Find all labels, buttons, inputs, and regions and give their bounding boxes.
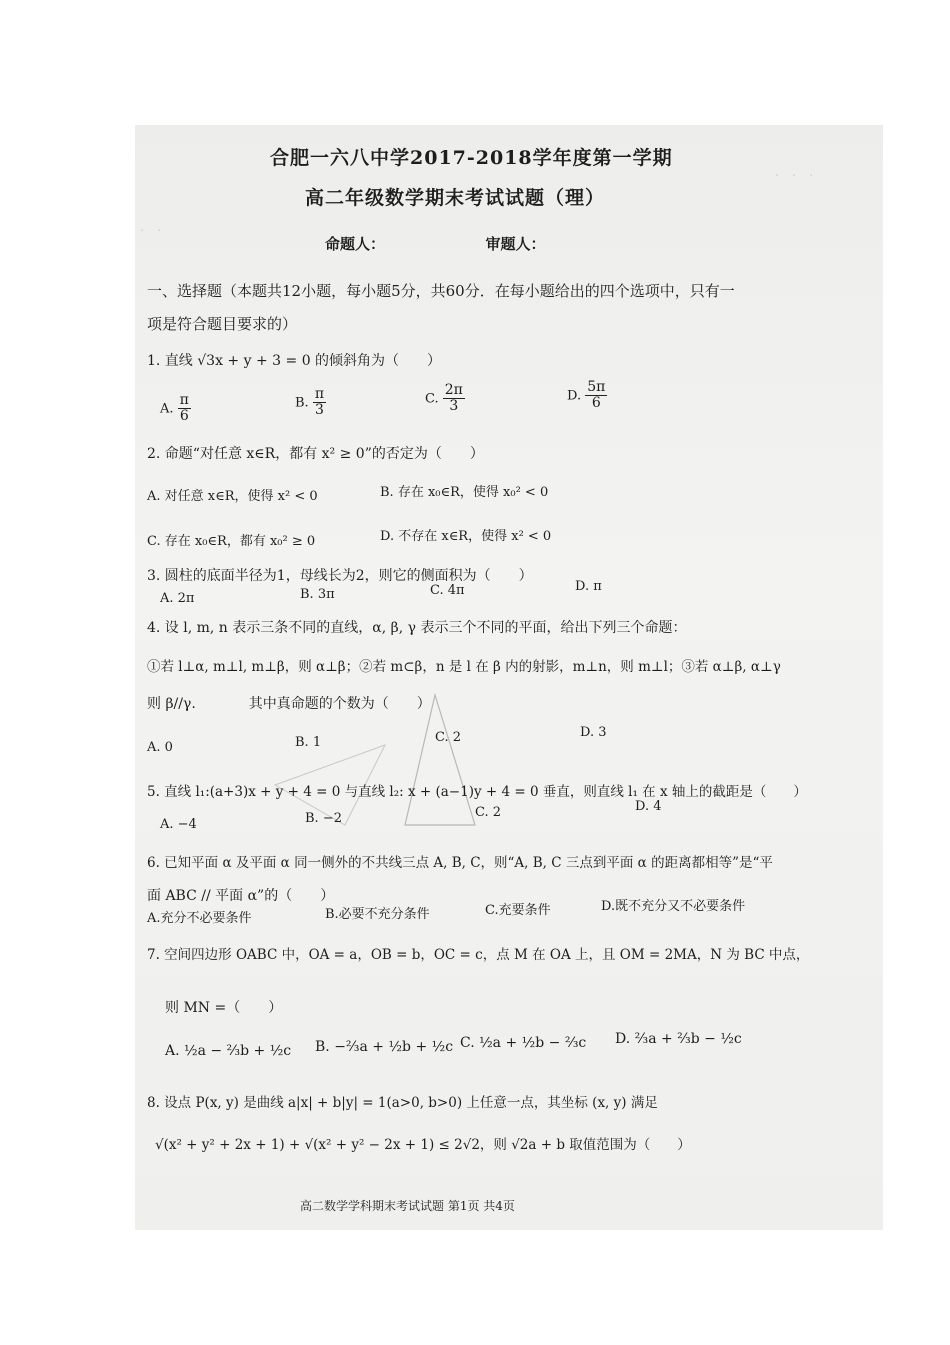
- question-2-option-b: B. 存在 x₀∈R，使得 x₀² < 0: [380, 485, 549, 500]
- section-heading-line1: 一、选择题（本题共12小题，每小题5分，共60分．在每小题给出的四个选项中，只有一: [147, 282, 735, 300]
- question-3-option-b: B. 3π: [300, 587, 335, 602]
- page-footer: 高二数学学科期末考试试题 第1页 共4页: [300, 1199, 515, 1213]
- question-6-option-b: B.必要不充分条件: [325, 907, 430, 922]
- question-3-option-d: D. π: [575, 579, 602, 594]
- question-6-line2: 面 ABC // 平面 α”的（ ）: [147, 888, 335, 904]
- question-4-option-c: C. 2: [435, 730, 462, 745]
- question-5-option-c: C. 2: [475, 805, 502, 820]
- question-6-stem: 6. 已知平面 α 及平面 α 同一侧外的不共线三点 A, B, C，则“A, B, C 三点到平面 α 的距离都相等”是“平: [147, 855, 773, 871]
- question-1-option-c: C. $\frac{2\pi}{3}$: [425, 382, 463, 415]
- question-4-line3-suffix: 其中真命题的个数为（ ）: [248, 696, 431, 712]
- question-7-option-d: D. ⅔a + ⅔b − ½c: [615, 1031, 742, 1047]
- section-heading-line2: 项是符合题目要求的）: [147, 315, 298, 333]
- question-2-option-d: D. 不存在 x∈R，使得 x² < 0: [380, 529, 552, 544]
- question-3-option-c: C. 4π: [430, 583, 465, 598]
- question-6-option-d: D.既不充分又不必要条件: [601, 899, 746, 914]
- question-2-option-a: A. 对任意 x∈R，使得 x² < 0: [147, 489, 318, 504]
- question-4-option-d: D. 3: [580, 725, 607, 740]
- fraction: $\frac{5\pi}{6}$: [587, 379, 606, 412]
- question-2-option-c: C. 存在 x₀∈R，都有 x₀² ≥ 0: [147, 534, 316, 549]
- question-8-stem: 8. 设点 P(x, y) 是曲线 a|x| + b|y| = 1(a>0, b>0) 上任意一点，其坐标 (x, y) 满足: [147, 1095, 658, 1111]
- fraction: $\frac{\pi}{3}$: [314, 386, 325, 419]
- authors-line: [325, 233, 546, 254]
- bleed-through-text: · ·: [140, 224, 162, 239]
- question-1-option-a: A. $\frac{\pi}{6}$: [160, 392, 189, 425]
- exam-title-line1: 合肥一六八中学2017-2018学年度第一学期: [270, 147, 673, 169]
- setter-label: 命题人：: [325, 235, 386, 253]
- fraction: $\frac{\pi}{6}$: [179, 392, 189, 425]
- question-7-stem: 7. 空间四边形 OABC 中，OA = a，OB = b，OC = c，点 M 在 OA 上，且 OM = 2MA，N 为 BC 中点，: [147, 947, 810, 963]
- exam-paper: [135, 125, 883, 1230]
- question-5-option-a: A. −4: [160, 817, 197, 832]
- question-5-option-d: D. 4: [635, 799, 662, 814]
- question-4-stem: 4. 设 l, m, n 表示三条不同的直线，α, β, γ 表示三个不同的平面，给出下列三个命题：: [147, 620, 687, 636]
- question-8-line2: √(x² + y² + 2x + 1) + √(x² + y² − 2x + 1) ≤ 2√2，则 √2a + b 取值范围为（ ）: [155, 1137, 691, 1153]
- question-4-line2: ①若 l⊥α, m⊥l, m⊥β，则 α⊥β；②若 m⊂β，n 是 l 在 β 内的射影，m⊥n，则 m⊥l；③若 α⊥β, α⊥γ: [147, 659, 781, 675]
- question-7-option-c: C. ½a + ½b − ⅔c: [460, 1035, 587, 1051]
- question-7-option-a: A. ½a − ⅔b + ½c: [165, 1043, 292, 1059]
- question-6-option-c: C.充要条件: [485, 903, 551, 918]
- question-1-stem: 1. 直线 √3x + y + 3 = 0 的倾斜角为（ ）: [147, 353, 442, 369]
- question-4-option-a: A. 0: [147, 740, 173, 755]
- question-1-option-d: D. $\frac{5\pi}{6}$: [567, 379, 606, 412]
- question-5-stem: 5. 直线 l₁:(a+3)x + y + 4 = 0 与直线 l₂: x + (a−1)y + 4 = 0 垂直，则直线 l₁ 在 x 轴上的截距是（ ）: [147, 784, 807, 800]
- reviewer-label: 审题人：: [485, 235, 546, 253]
- question-3-stem: 3. 圆柱的底面半径为1，母线长为2，则它的侧面积为（ ）: [147, 568, 533, 584]
- question-4-line3-prefix: 则 β//γ.: [147, 696, 196, 712]
- question-1-option-b: B. $\frac{\pi}{3}$: [295, 386, 325, 419]
- question-2-stem: 2. 命题“对任意 x∈R，都有 x² ≥ 0”的否定为（ ）: [147, 446, 484, 462]
- exam-title-line2: 高二年级数学期末考试试题（理）: [305, 187, 606, 209]
- bleed-through-text: · · ·: [775, 169, 814, 184]
- question-6-option-a: A.充分不必要条件: [147, 911, 252, 926]
- question-4-option-b: B. 1: [295, 735, 322, 750]
- question-7-line2: 则 MN =（ ）: [165, 1000, 283, 1016]
- question-5-option-b: B. −2: [305, 811, 342, 826]
- question-3-option-a: A. 2π: [160, 591, 195, 606]
- question-7-option-b: B. −⅔a + ½b + ½c: [315, 1039, 454, 1055]
- fraction: $\frac{2\pi}{3}$: [444, 382, 463, 415]
